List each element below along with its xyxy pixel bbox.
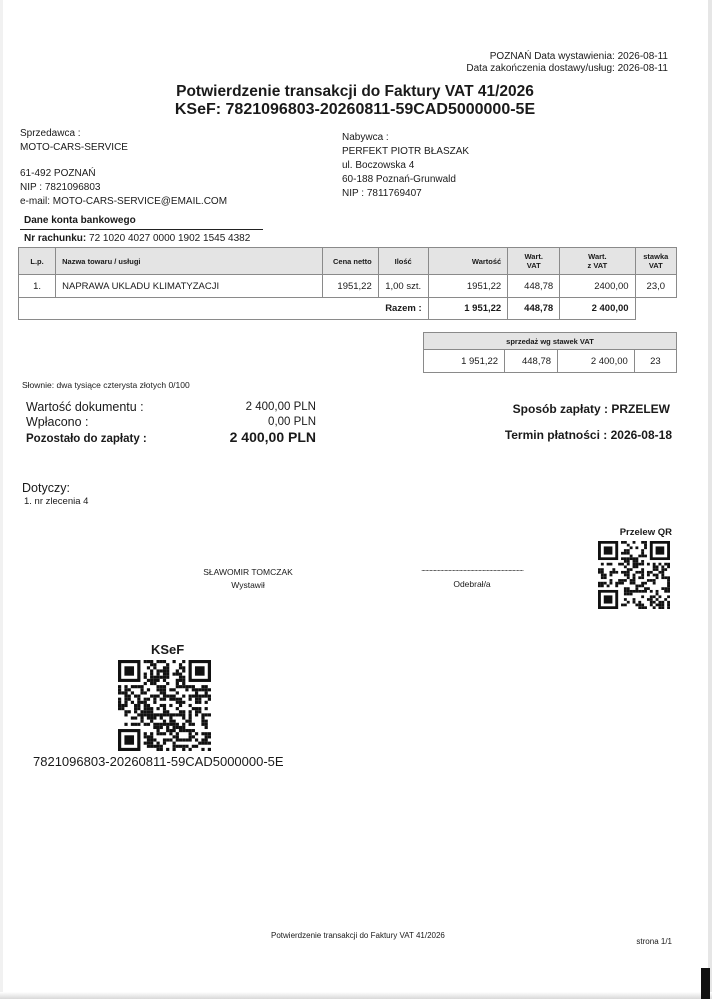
seller-block: [20, 127, 227, 209]
paid-value: 0,00 PLN: [268, 416, 316, 428]
bank-account-line: [24, 233, 250, 244]
ksef-qr-code: [118, 660, 211, 751]
buyer-name: PERFEKT PIOTR BŁASZAK: [342, 146, 470, 157]
issuer-name: SŁAWOMIR TOMCZAK: [203, 567, 293, 577]
header-dates: [466, 51, 668, 75]
doc-value-label: Wartość dokumentu :: [26, 400, 144, 414]
buyer-label: Nabywca :: [342, 132, 389, 143]
table-header: [19, 248, 677, 275]
seller-name: MOTO-CARS-SERVICE: [20, 142, 128, 153]
total-value: 1 951,22: [428, 298, 508, 320]
items-table: [18, 247, 677, 320]
table-total-row: [19, 298, 677, 320]
vat-summary-row: [424, 350, 677, 373]
payment-summary: [26, 400, 316, 447]
header-vat-value: [508, 248, 560, 275]
receiver-label: Odebrał/a: [453, 579, 491, 589]
receiver-signature: [386, 562, 558, 591]
total-vat: 448,78: [508, 298, 560, 320]
vat-summary-title: sprzedaż wg stawek VAT: [424, 333, 677, 350]
seller-label: Sprzedawca :: [20, 128, 81, 139]
remaining-line: [26, 430, 316, 447]
header-gross-line2: z VAT: [587, 261, 608, 270]
header-value: Wartość: [428, 248, 508, 275]
header-vat-value-line2: VAT: [526, 261, 541, 270]
account-number: 72 1020 4027 0000 1902 1545 4382: [89, 233, 251, 244]
bank-title: Dane konta bankowego: [24, 215, 136, 226]
vat-summary-table: [423, 332, 677, 373]
vat-summary-vat: 448,78: [505, 350, 558, 373]
document-title: Potwierdzenie transakcji do Faktury VAT 41/2026: [176, 83, 534, 100]
table-row: [19, 275, 677, 298]
remaining-label: Pozostało do zapłaty :: [26, 433, 147, 445]
ksef-title: KSeF: 7821096803-20260811-59CAD5000000-5E: [174, 101, 536, 118]
seller-nip: NIP : 7821096803: [20, 182, 101, 193]
row-qty: 1,00 szt.: [378, 275, 428, 298]
header-net-price: Cena netto: [322, 248, 378, 275]
header-vat-value-line1: Wart.: [524, 252, 543, 261]
total-label: Razem :: [19, 298, 429, 320]
header-rate-line1: stawka: [643, 252, 669, 261]
buyer-nip: NIP : 7811769407: [342, 188, 422, 199]
payment-method: Sposób zapłaty : PRZELEW: [512, 402, 670, 416]
row-net-price: 1951,22: [322, 275, 378, 298]
amount-in-words: Słownie: dwa tysiące czterysta złotych 0/100: [22, 380, 190, 390]
doc-value-line: [26, 400, 316, 415]
concerns-item: 1. nr zlecenia 4: [24, 496, 89, 507]
paid-line: [26, 415, 316, 430]
buyer-city: 60-188 Poznań-Grunwald: [342, 174, 456, 185]
payment-due: Termin płatności : 2026-08-18: [504, 428, 672, 442]
concerns-label: Dotyczy:: [22, 481, 70, 495]
paid-label: Wpłacono :: [26, 415, 89, 429]
row-rate: 23,0: [635, 275, 676, 298]
row-name: NAPRAWA UKLADU KLIMATYZACJI: [56, 275, 322, 298]
header-lp: L.p.: [19, 248, 56, 275]
total-gross: 2 400,00: [560, 298, 635, 320]
header-rate: [635, 248, 676, 275]
header-qty: Ilość: [378, 248, 428, 275]
header-name: Nazwa towaru / usługi: [56, 248, 322, 275]
ksef-qr-image: [118, 660, 211, 751]
row-gross: 2400,00: [560, 275, 635, 298]
account-label: Nr rachunku:: [24, 233, 87, 244]
transfer-qr-image: [598, 541, 670, 609]
document-title-block: [60, 83, 650, 119]
issuer-label: Wystawił: [231, 580, 265, 590]
row-vat: 448,78: [508, 275, 560, 298]
footer-text: Potwierdzenie transakcji do Faktury VAT 41/2026: [271, 931, 445, 940]
buyer-street: ul. Boczowska 4: [342, 160, 415, 171]
ksef-number: 7821096803-20260811-59CAD5000000-5E: [33, 754, 284, 769]
issue-date: POZNAŃ Data wystawienia: 2026-08-11: [489, 51, 668, 62]
remaining-value: 2 400,00 PLN: [229, 429, 316, 445]
footer-page: strona 1/1: [636, 937, 672, 946]
scan-edge-bottom: [0, 992, 712, 999]
buyer-block: [342, 131, 469, 201]
delivery-date: Data zakończenia dostawy/usług: 2026-08-11: [466, 63, 668, 74]
header-rate-line2: VAT: [648, 261, 663, 270]
seller-city: 61-492 POZNAŃ: [20, 168, 96, 179]
row-value: 1951,22: [428, 275, 508, 298]
vat-summary-rate: 23: [634, 350, 676, 373]
total-empty: [635, 298, 676, 320]
ksef-label: KSeF: [151, 642, 185, 657]
seller-email: e-mail: MOTO-CARS-SERVICE@EMAIL.COM: [20, 196, 228, 207]
issuer-signature: [180, 566, 316, 592]
doc-value: 2 400,00 PLN: [245, 401, 316, 413]
vat-summary-net: 1 951,22: [424, 350, 505, 373]
qr-transfer-label: Przelew QR: [619, 527, 672, 538]
scan-mark: [701, 968, 710, 999]
receiver-dots: ...........................................................................: [420, 563, 524, 573]
header-gross: [560, 248, 635, 275]
page-edge-left: [0, 0, 3, 999]
bank-divider: [20, 229, 263, 230]
page-edge-right: [708, 0, 712, 999]
header-gross-line1: Wart.: [588, 252, 607, 261]
vat-summary-gross: 2 400,00: [558, 350, 635, 373]
transfer-qr-code: [598, 541, 670, 609]
row-lp: 1.: [19, 275, 56, 298]
